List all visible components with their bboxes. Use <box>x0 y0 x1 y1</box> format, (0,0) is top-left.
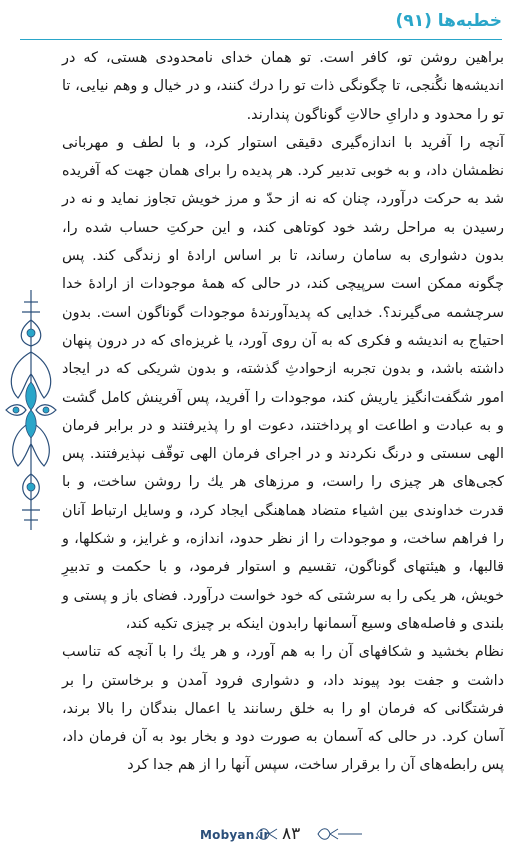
footer-ornament-right-icon <box>312 823 364 845</box>
page-footer <box>0 821 520 849</box>
page-header <box>20 4 502 38</box>
watermark-text: Mobyan.ir <box>200 828 270 842</box>
floral-ornament-icon <box>4 290 58 530</box>
paragraph-3: نظام بخشید و شکافهای آن را به هم آورد، و هر یك را با آنچه که تناسب داشت و جفت بود پیوند داد، و دشواری فرود آمدن و برخاستن را بر فرشتگانی که فرمان او را به خلق رسانند یا اعمال بندگان را بالا برند، آسان کرد. در حالی که آسمان به صورت دود و بخار بود به آن فرمان داد، پس رابطه‌های آن را برقرار ساخت، سپس آنها را از هم جدا کرد <box>62 644 504 774</box>
paragraph-2: آنچه را آفرید با اندازه‌گیری دقیقی استوار کرد، و با لطف و مهربانی نظمشان داد، و به خوبی تدبیر کرد. هر پدیده را برای همان جهت که آفریده شد به حرکت درآورد، چنان که نه از حدّ و مرز خویش تجاوز نماید و نه در رسیدن به مراحل رشد خود کوتاهی کند، و این حرکتِ حساب شده را، بدون دشواری به سامان رساند، تا بر اساس ارادهٔ او زندگی کند. پس چگونه ممکن است سرپیچی کند، در حالی که همهٔ موجودات از ارادهٔ خدا سرچشمه می‌گیرند؟. خدایی که پدیدآورندهٔ موجودات گوناگون است. بدون احتیاج به اندیشه و فکری که به آن روی آورد، یا غریزه‌ای که در درون پنهان داشته باشد، و بدون تجربه ازحوادثِ گذشته، و بدون شریکی که در ایجاد امور شگفت‌انگیز یاریش کند، موجودات را آفرید، پس آفرینش کامل گشت و به عبادت و اطاعت او پرداختند، دعوت او را پذیرفتند و در برابر فرمان الهی سستی و درنگ نکردند و در اجرای فرمان الهی توقّف نپذیرفتند. پس کجی‌های هر چیزی را راست، و مرزهای هر یك را روشن ساخت، و با قدرت خداوندی بین اشیاء متضاد هماهنگی ایجاد کرد، و وسایل ارتباط آنان را فراهم ساخت، و موجودات را از نظر حدود، اندازه، و غرایز، و شکلها، و قالبها، و هیئتهای گوناگون، تقسیم و استوار فرمود، و با حکمت و تدبیرِ خویش، هر یکی را به سرشتی که خود خواست درآورد. فضای باز و پستی و بلندی و فاصله‌های وسیع آسمانها رابدون اینکه بر چیزی تکیه کند، <box>62 134 504 632</box>
page-title: خطبه‌ها (۹۱) <box>395 11 502 31</box>
paragraph-1: براهین روشن تو، کافر است. تو همان خدای نامحدودی هستی، که در اندیشه‌ها نگُنجی، تا چگونگی ذات تو را درك کنند، و در خیال و وهم نیایی، تا تو را محدود و دارایِ حالاتِ گوناگون پندارند. <box>62 50 504 123</box>
page-number: ۸۳ <box>282 824 301 844</box>
header-divider <box>20 39 502 40</box>
main-text <box>62 44 504 780</box>
